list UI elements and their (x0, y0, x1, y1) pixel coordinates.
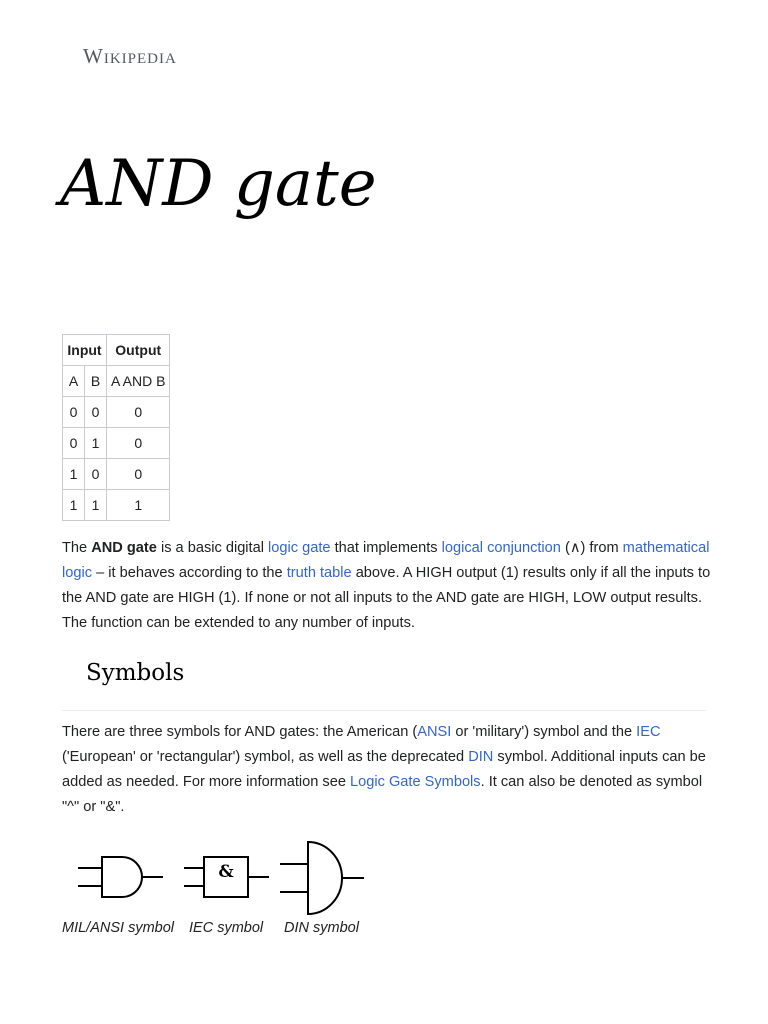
truth-table-cell: 1 (63, 459, 85, 490)
truth-table-cell: 0 (107, 428, 170, 459)
link-logical-conjunction[interactable]: logical conjunction (441, 540, 561, 556)
intro-text: – it behaves according to the (92, 565, 287, 581)
truth-table-row (63, 459, 170, 490)
truth-table-output-header: Output (107, 335, 170, 366)
link-ansi[interactable]: ANSI (417, 724, 452, 740)
link-truth-table[interactable]: truth table (286, 565, 352, 581)
link-logic-gate[interactable]: logic gate (268, 540, 331, 556)
truth-table-subheader-row (63, 366, 170, 397)
truth-table-cell: A AND B (107, 366, 170, 397)
truth-table-cell: 0 (107, 459, 170, 490)
truth-table-row (63, 428, 170, 459)
intro-paragraph (62, 536, 712, 636)
caption-ansi: MIL/ANSI symbol (62, 920, 174, 936)
caption-iec: IEC symbol (189, 920, 264, 936)
iec-ampersand-glyph: & (218, 862, 234, 882)
din-and-gate-symbol[interactable] (276, 836, 368, 916)
symbols-paragraph (62, 720, 712, 820)
symbols-text: or 'military') symbol and the (451, 724, 637, 740)
truth-table-cell: 0 (63, 428, 85, 459)
section-divider (62, 710, 706, 711)
wikipedia-wordmark[interactable]: Wikipedia (83, 44, 177, 68)
truth-table-cell: B (85, 366, 107, 397)
truth-table-cell: 0 (107, 397, 170, 428)
truth-table-row (63, 490, 170, 521)
ansi-and-gate-symbol[interactable] (74, 836, 166, 916)
intro-text: (∧) from (560, 540, 623, 556)
truth-table-row (63, 397, 170, 428)
symbols-text: There are three symbols for AND gates: the American ( (62, 724, 418, 740)
symbols-text: . It can also be denoted as symbol "^" or "&". (62, 774, 703, 815)
symbols-text: ('European' or 'rectangular') symbol, as well as the deprecated (62, 749, 469, 765)
link-mathematical-logic[interactable]: mathematical logic (62, 540, 710, 581)
truth-table (62, 334, 170, 521)
truth-table-cell: A (63, 366, 85, 397)
link-logic-gate-symbols[interactable]: Logic Gate Symbols (350, 774, 481, 790)
section-heading-symbols[interactable]: Symbols (86, 660, 185, 686)
intro-text: above. A HIGH output (1) results only if all the inputs to the AND gate are HIGH (1). If none or not all inputs to the AND gate are HIGH, LOW output results. The function can be extended to any number of inputs. (62, 565, 711, 631)
symbols-text: symbol. Additional inputs can be added as needed. For more information see (62, 749, 706, 790)
truth-table-cell: 0 (63, 397, 85, 428)
truth-table-header-row (63, 335, 170, 366)
truth-table-cell: 1 (107, 490, 170, 521)
intro-text: The (62, 540, 92, 556)
truth-table-input-header: Input (63, 335, 107, 366)
iec-and-gate-symbol[interactable] (180, 836, 272, 916)
caption-din: DIN symbol (284, 920, 359, 936)
truth-table-cell: 1 (85, 490, 107, 521)
intro-text: is a basic digital (156, 540, 269, 556)
link-din[interactable]: DIN (468, 749, 494, 765)
truth-table-cell: 0 (85, 397, 107, 428)
truth-table-cell: 0 (85, 459, 107, 490)
intro-bold-term: AND gate (91, 540, 157, 556)
truth-table-cell: 1 (63, 490, 85, 521)
intro-text: that implements (330, 540, 442, 556)
link-iec[interactable]: IEC (636, 724, 661, 740)
page-title: AND gate (60, 147, 377, 221)
truth-table-cell: 1 (85, 428, 107, 459)
